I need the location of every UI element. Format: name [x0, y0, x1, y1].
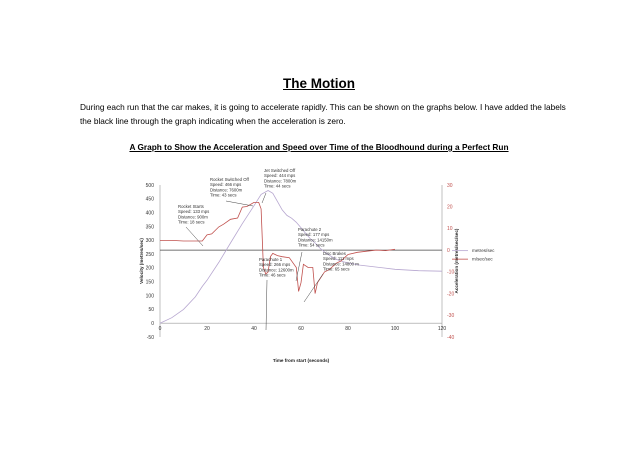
annotation-parachute-1: Parachute 1 — [259, 257, 283, 262]
annotation-jet-switched-off: Jet Switched Off — [264, 168, 296, 173]
annotation-leader-parachute-1 — [266, 280, 267, 330]
y-tick-label: 300 — [145, 238, 154, 245]
y2-tick-label: -20 — [447, 291, 455, 298]
annotation-leader-jet-switched-off — [262, 193, 266, 203]
y2-tick-label: -40 — [447, 334, 455, 341]
annotation-rocket-starts: Distance: 900m — [178, 214, 208, 220]
annotation-rocket-switched-off: Time: 43 secs — [210, 192, 237, 198]
y-tick-label: 400 — [145, 210, 154, 217]
y-tick-label: 350 — [145, 224, 154, 231]
annotation-parachute-2: Time: 54 secs — [298, 242, 325, 248]
x-tick-label: 0 — [158, 326, 162, 333]
y2-tick-label: 20 — [447, 204, 453, 211]
annotation-leader-rocket-switched-off — [226, 201, 253, 206]
x-tick-label: 100 — [390, 326, 400, 333]
legend-label: m/sec/sec — [472, 256, 493, 262]
y-tick-label: 100 — [145, 293, 154, 300]
annotation-parachute-2: Speed: 177 mps — [298, 232, 330, 238]
y-tick-label: -50 — [146, 334, 154, 341]
annotation-disc-brakes: Disc Brakes — [323, 251, 346, 256]
y2-tick-label: -30 — [447, 313, 455, 320]
y-axis-label: Velocity (metres/sec) — [139, 238, 144, 284]
y-tick-label: 50 — [148, 307, 154, 314]
legend-label: metres/sec — [472, 248, 495, 254]
x-axis-label: Time from start (seconds) — [272, 358, 330, 363]
annotation-disc-brakes: Distance: 14800 m — [323, 261, 359, 267]
intro-line-1: During each run that the car makes, it is going to accelerate rapidly. This can be shown on the graphs below. I have added the labels — [80, 102, 566, 112]
intro-line-2: the black line through the graph indicating when the acceleration is zero. — [80, 115, 346, 126]
x-tick-label: 60 — [298, 326, 304, 333]
annotation-parachute-2: Parachute 2 — [298, 227, 322, 232]
x-tick-label: 80 — [345, 326, 351, 333]
annotation-parachute-1: Speed: 266 mps — [259, 262, 291, 268]
y-tick-label: 200 — [145, 265, 154, 272]
annotation-rocket-switched-off: Speed: 466 mps — [210, 182, 242, 188]
annotation-rocket-starts: Rocket Starts — [178, 204, 204, 209]
annotation-rocket-switched-off: Distance: 7600m — [210, 187, 243, 193]
annotation-jet-switched-off: Speed: 444 mps — [264, 173, 296, 179]
y2-tick-label: 10 — [447, 226, 453, 233]
document-title: The Motion — [283, 76, 355, 91]
annotation-parachute-2: Distance: 14150m — [298, 237, 333, 243]
y-tick-label: 250 — [145, 251, 154, 258]
y2-tick-label: -10 — [447, 269, 455, 276]
y-tick-label: 0 — [151, 320, 154, 327]
y2-axis-label: Acceleration (metres/sec/sec) — [454, 228, 459, 294]
x-tick-label: 20 — [204, 326, 210, 333]
x-tick-label: 40 — [251, 326, 257, 333]
annotation-leader-parachute-2 — [296, 252, 302, 281]
annotation-parachute-1: Time: 46 secs — [259, 272, 286, 278]
annotation-rocket-starts: Speed: 133 mps — [178, 209, 210, 215]
annotation-jet-switched-off: Distance: 7800m — [264, 178, 297, 184]
y-tick-label: 450 — [145, 196, 154, 203]
chart-heading: A Graph to Show the Acceleration and Speed over Time of the Bloodhound during a Perfect Run — [129, 142, 509, 152]
annotation-parachute-1: Distance: 12600m — [259, 267, 294, 273]
annotation-leader-rocket-starts — [186, 227, 203, 246]
annotation-disc-brakes: Time: 65 secs — [323, 266, 350, 272]
annotation-rocket-switched-off: Rocket Switched Off — [210, 177, 249, 182]
y2-tick-label: 30 — [447, 182, 453, 189]
annotation-disc-brakes: Speed: 111 mps — [323, 256, 354, 262]
y-tick-label: 150 — [145, 279, 154, 286]
annotation-rocket-starts: Time: 18 secs — [178, 219, 205, 225]
x-tick-label: 120 — [437, 326, 447, 333]
annotation-jet-switched-off: Time: 44 secs — [264, 183, 291, 189]
y2-tick-label: 0 — [447, 247, 450, 254]
y-tick-label: 500 — [145, 182, 154, 189]
